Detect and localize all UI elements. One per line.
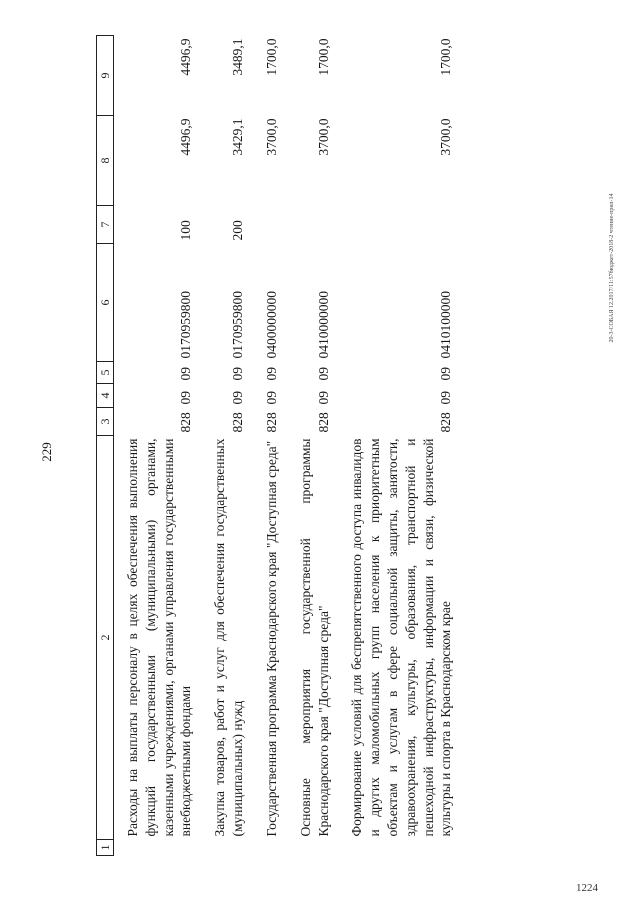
row-vr: 200: [230, 220, 246, 241]
header-col-1: 1: [97, 840, 114, 856]
table-row: [114, 36, 202, 856]
row-csr: 0170959800: [178, 291, 194, 359]
row-ved: 828: [438, 412, 454, 433]
budget-table: [96, 35, 461, 856]
header-col-5: 5: [97, 362, 114, 384]
row-rz: 09: [315, 391, 331, 405]
row-pr: 09: [178, 367, 194, 381]
header-col-9: 9: [97, 36, 114, 116]
row-ved: 828: [178, 412, 194, 433]
header-col-3: 3: [97, 408, 114, 436]
row-csr: 0410100000: [438, 291, 454, 359]
row-sum-2: 1700,0: [315, 38, 331, 76]
row-name: Закупка товаров, работ и услуг для обеспечения государственных (муниципальных) нужд: [212, 438, 246, 837]
row-sum-2: 1700,0: [438, 38, 454, 76]
table-row: [338, 36, 461, 856]
row-sum-1: 3700,0: [438, 118, 454, 156]
row-vr: [253, 206, 287, 244]
row-pr: 09: [263, 367, 279, 381]
row-csr: 0400000000: [263, 291, 279, 359]
row-sum-1: 3429,1: [230, 118, 246, 156]
header-col-2: 2: [97, 436, 114, 840]
table-row: [287, 36, 339, 856]
row-sum-1: 3700,0: [263, 118, 279, 156]
header-col-4: 4: [97, 384, 114, 408]
row-name: Расходы на выплаты персоналу в целях обеспечения выполнения функций государственными (муниципальными) органами, казенными учреждениями, органами управления государственными внебюджетными фондами: [125, 438, 194, 837]
row-pr: 09: [230, 367, 246, 381]
page-number-bottom: 1224: [576, 882, 598, 894]
row-pr: 09: [438, 367, 454, 381]
row-rz: 09: [263, 391, 279, 405]
row-rz: 09: [438, 391, 454, 405]
header-col-7: 7: [97, 206, 114, 244]
row-csr: 0410000000: [315, 291, 331, 359]
row-sum-1: 3700,0: [315, 118, 331, 156]
row-csr: 0170959800: [230, 291, 246, 359]
row-rz: 09: [178, 391, 194, 405]
row-name: Основные мероприятия государственной программы Краснодарского края "Доступная среда": [297, 438, 331, 837]
row-sum-2: 1700,0: [263, 38, 279, 76]
row-ved: 828: [315, 412, 331, 433]
table-row: [253, 36, 287, 856]
page-number-top: 229: [39, 442, 54, 462]
row-vr: [287, 206, 339, 244]
file-footer: 20-3-СОБАЯ 12.2017/11:57бюджет-2018-2 чтение-прил-14: [609, 193, 615, 343]
header-col-8: 8: [97, 116, 114, 206]
budget-table-rotated: [96, 36, 592, 856]
header-col-6: 6: [97, 244, 114, 362]
header-row: [97, 36, 114, 856]
row-ved: 828: [230, 412, 246, 433]
row-pr: 09: [315, 367, 331, 381]
row-sum-2: 3489,1: [230, 38, 246, 76]
row-name: Государственная программа Краснодарского края "Доступная среда": [263, 440, 279, 837]
row-ved: 828: [263, 412, 279, 433]
row-sum-1: 4496,9: [178, 118, 194, 156]
row-vr: [338, 206, 461, 244]
row-vr: 100: [178, 220, 194, 241]
row-rz: 09: [230, 391, 246, 405]
row-sum-2: 4496,9: [178, 38, 194, 76]
table-row: [201, 36, 253, 856]
row-name: Формирование условий для беспрепятственного доступа инвалидов и других маломобильных групп населения к приоритетным объектам и услугам в сфере социальной защиты, занятости, здравоохранения, культуры, образования, транспортной и пешеходной инфраструктуры, информации и связи, физической культуры и спорта в Краснодарском крае: [349, 438, 454, 837]
